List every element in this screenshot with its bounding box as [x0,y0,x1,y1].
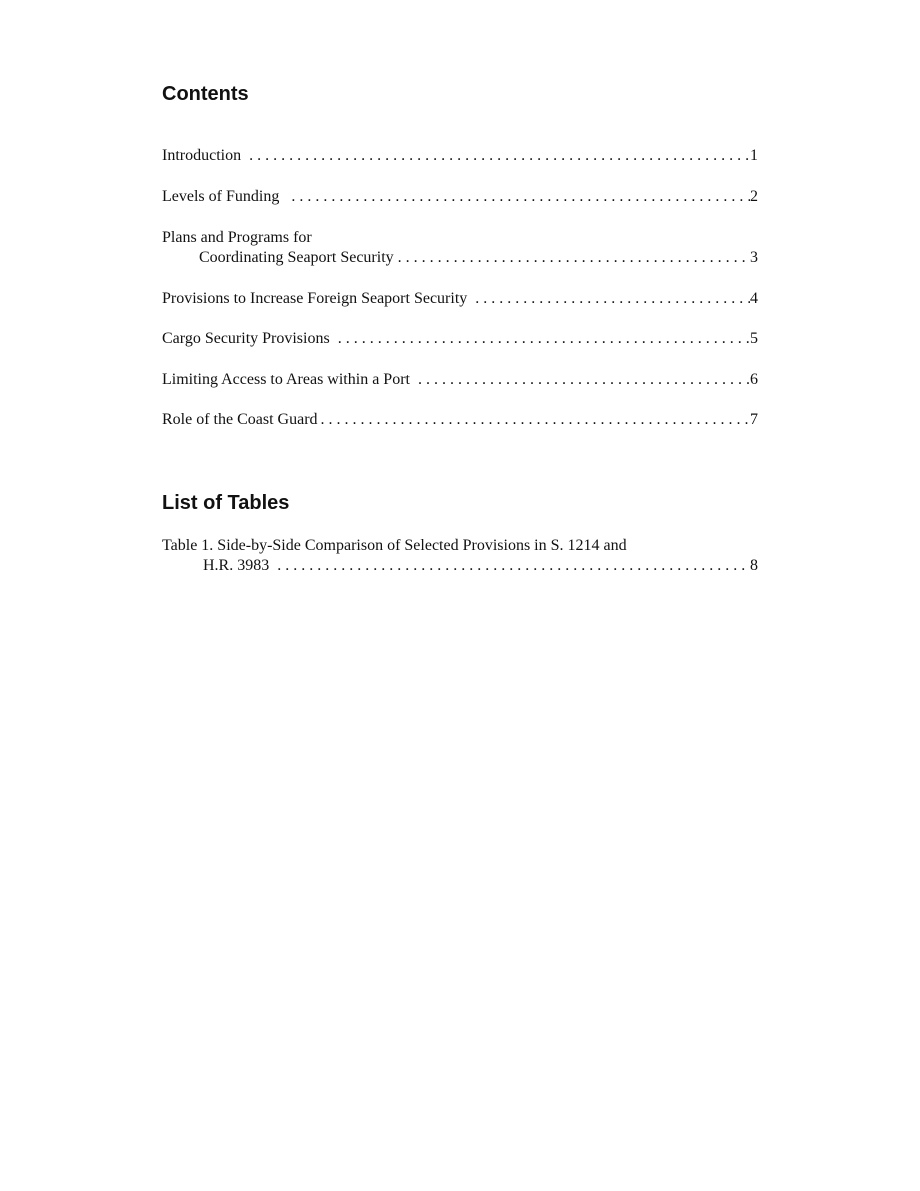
toc-entry-title: Limiting Access to Areas within a Port [162,371,410,388]
toc-entry-introduction[interactable] [162,146,758,166]
toc-entry-page: 5 [750,330,758,347]
toc-entry-title-line1: Plans and Programs for [162,229,312,246]
dot-leader [330,329,750,349]
toc-entry-limiting-access[interactable] [162,370,758,390]
dot-leader [410,370,750,390]
toc-entry-page: 6 [750,371,758,388]
list-of-tables-heading: List of Tables [162,492,290,514]
toc-entry-page: 3 [750,249,758,266]
dot-leader [318,410,750,430]
toc-entry-title: Provisions to Increase Foreign Seaport Security [162,290,468,307]
toc-entry-page: 1 [750,147,758,164]
table-entry-title-line1: Table 1. Side-by-Side Comparison of Selected Provisions in S. 1214 and [162,537,627,554]
table-entry-title-line2: H.R. 3983 [203,557,270,574]
toc-entry-page: 7 [750,411,758,428]
dot-leader [467,289,750,309]
toc-entry-title: Cargo Security Provisions [162,330,330,347]
toc-entry-page: 2 [750,188,758,205]
dot-leader [279,187,750,207]
toc-entry-foreign-seaport-security[interactable] [162,289,758,309]
dot-leader [394,248,750,268]
table-entry-page: 8 [750,557,758,574]
contents-heading: Contents [162,83,249,105]
toc-entry-title: Role of the Coast Guard [162,411,318,428]
dot-leader [269,556,750,576]
toc-entry-page: 4 [750,290,758,307]
toc-entry-levels-of-funding[interactable] [162,187,758,207]
toc-entry-title-line2: Coordinating Seaport Security [199,249,394,266]
toc-entry-title: Levels of Funding [162,188,280,205]
dot-leader [241,146,750,166]
toc-entry-plans-and-programs[interactable] [162,228,758,268]
toc-entry-cargo-security[interactable] [162,329,758,349]
toc-entry-title: Introduction [162,147,242,164]
toc-entry-coast-guard[interactable] [162,410,758,430]
table-entry-1[interactable] [162,536,758,576]
